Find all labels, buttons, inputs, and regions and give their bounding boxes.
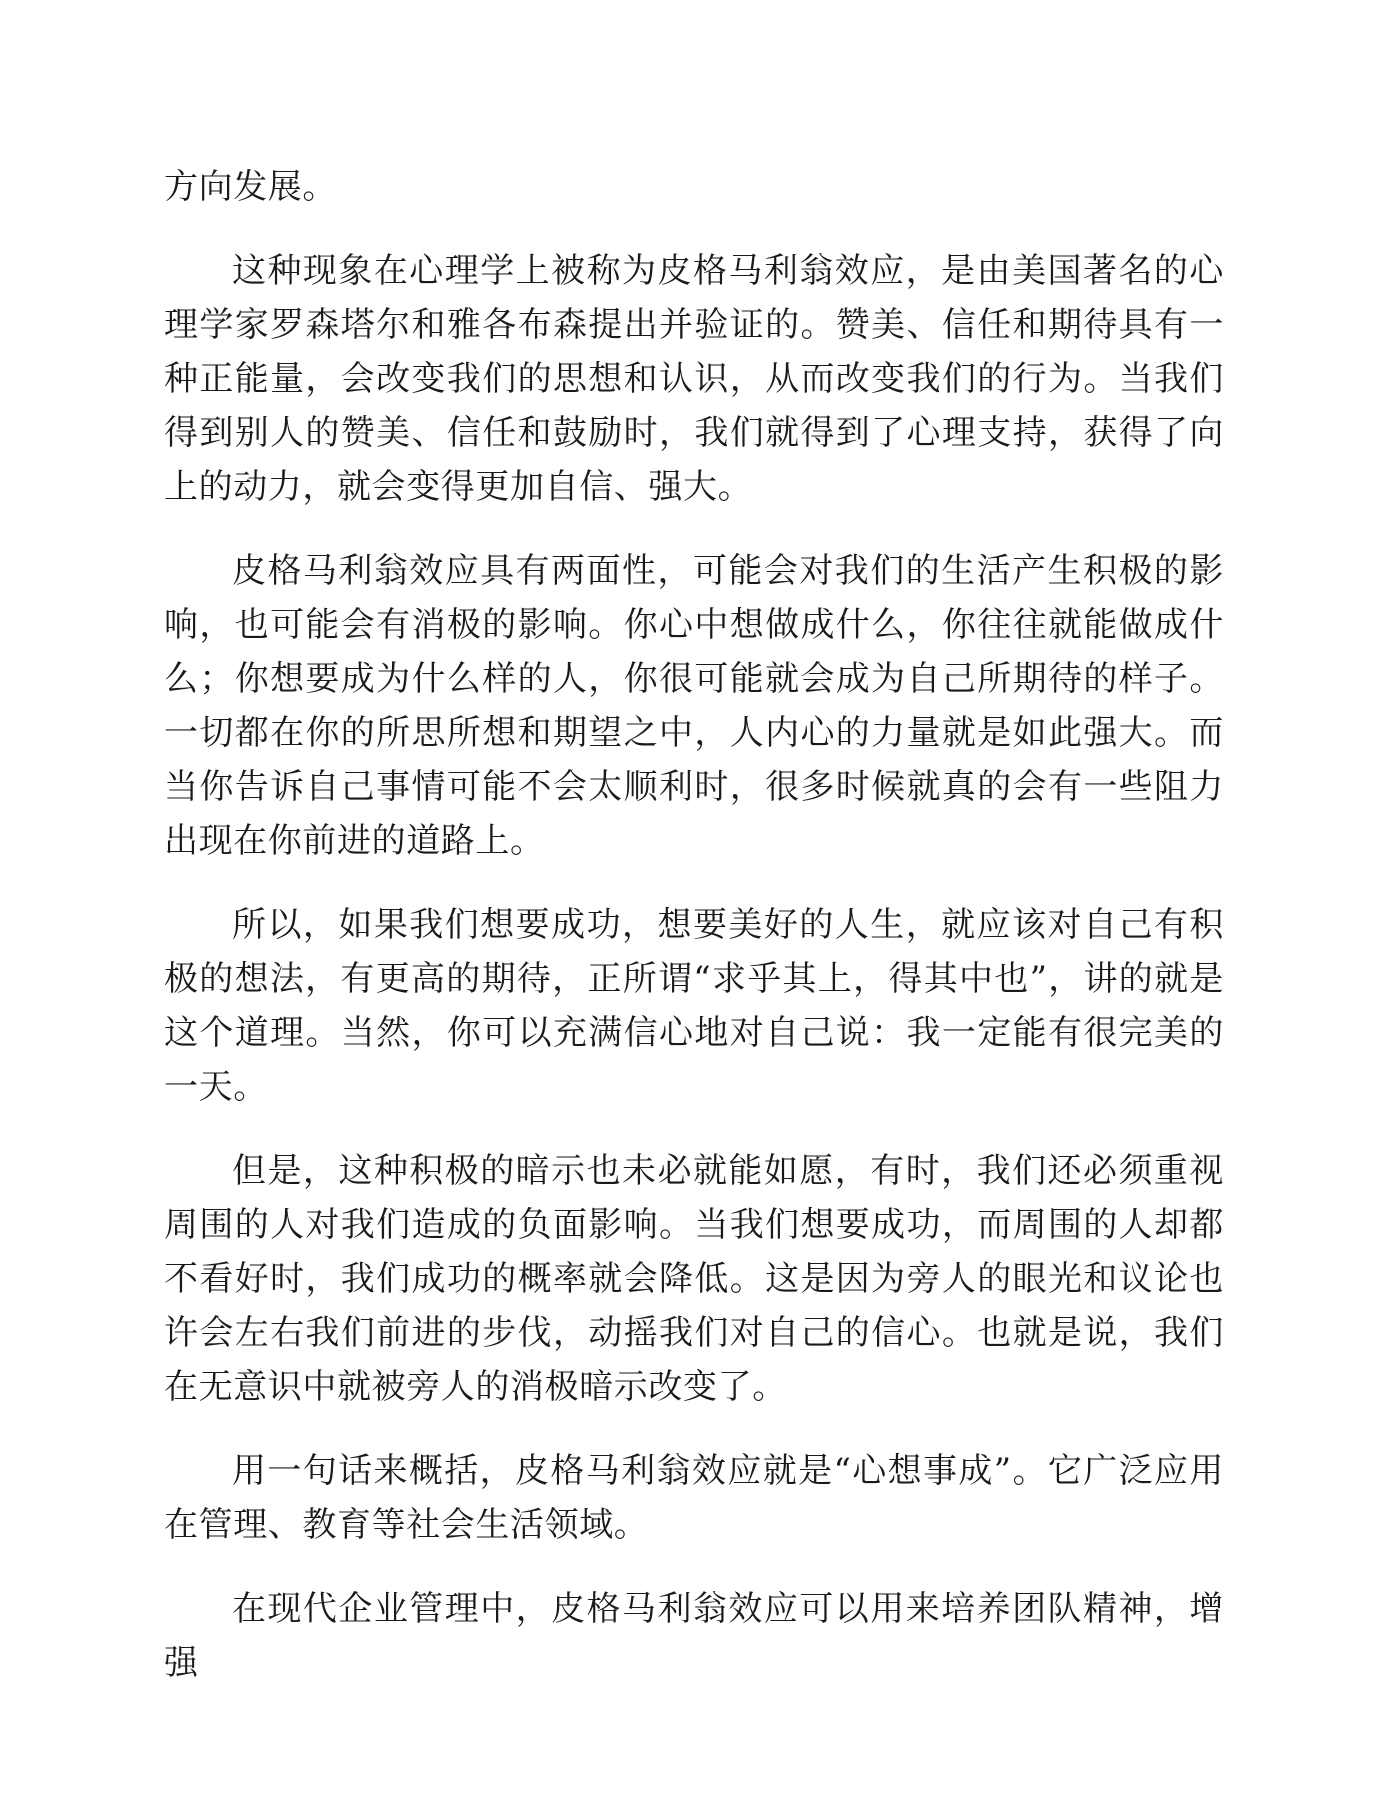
paragraph: 但是，这种积极的暗示也未必就能如愿，有时，我们还必须重视周围的人对我们造成的负面影响。当我们想要成功，而周围的人却都不看好时，我们成功的概率就会降低。这是因为旁人的眼光和议论也许会左右我们前进的步伐，动摇我们对自己的信心。也就是说，我们在无意识中就被旁人的消极暗示改变了。 [164,1151,1224,1407]
paragraph: 皮格马利翁效应具有两面性，可能会对我们的生活产生积极的影响，也可能会有消极的影响。你心中想做成什么，你往往就能做成什么；你想要成为什么样的人，你很可能就会成为自己所期待的样子。一切都在你的所思所想和期望之中，人内心的力量就是如此强大。而当你告诉自己事情可能不会太顺利时，很多时候就真的会有一些阻力出现在你前进的道路上。 [164,551,1224,861]
paragraph: 所以，如果我们想要成功，想要美好的人生，就应该对自己有积极的想法，有更高的期待，正所谓“求乎其上，得其中也”，讲的就是这个道理。当然，你可以充满信心地对自己说：我一定能有很完美的一天。 [164,905,1224,1107]
body-text [164,160,1224,1720]
paragraph-continuation: 方向发展。 [164,167,337,207]
paragraph: 这种现象在心理学上被称为皮格马利翁效应，是由美国著名的心理学家罗森塔尔和雅各布森提出并验证的。赞美、信任和期待具有一种正能量，会改变我们的思想和认识，从而改变我们的行为。当我们得到别人的赞美、信任和鼓励时，我们就得到了心理支持，获得了向上的动力，就会变得更加自信、强大。 [164,251,1224,507]
paragraph: 在现代企业管理中，皮格马利翁效应可以用来培养团队精神，增强 [164,1589,1224,1683]
paragraph: 用一句话来概括，皮格马利翁效应就是“心想事成”。它广泛应用在管理、教育等社会生活领域。 [164,1451,1224,1545]
